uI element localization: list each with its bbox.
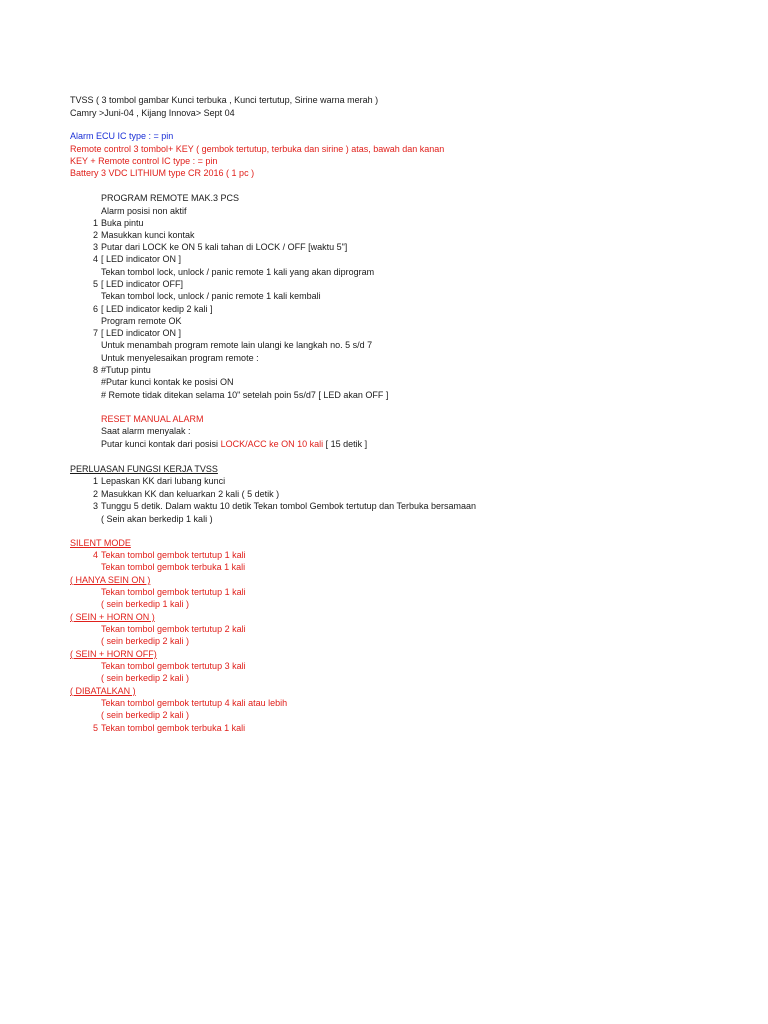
program-step (88, 290, 321, 302)
silent-step-5 (88, 722, 245, 734)
step-text: Untuk menyelesaikan program remote : (101, 353, 259, 363)
program-step (88, 278, 183, 290)
step-text: Masukkan kunci kontak (101, 230, 195, 240)
step-number: 2 (92, 489, 98, 499)
reset-prefix: Putar kunci kontak dari posisi (101, 439, 221, 449)
program-step (88, 229, 195, 241)
step-text: [ LED indicator kedip 2 kali ] (101, 304, 213, 314)
step-text: #Tutup pintu (101, 365, 151, 375)
header-line-1: TVSS ( 3 tombol gambar Kunci terbuka , Kunci tertutup, Sirine warna merah ) (70, 95, 379, 105)
step-number: 8 (92, 365, 98, 375)
reset-line-2 (101, 438, 367, 450)
silent-step-4-sub: Tekan tombol gembok terbuka 1 kali (101, 562, 246, 572)
mode-label: ( HANYA SEIN ON ) (70, 575, 151, 585)
program-title: PROGRAM REMOTE MAK.3 PCS (101, 193, 240, 203)
mode-line: ( sein berkedip 2 kali ) (101, 673, 190, 683)
step-text: Putar dari LOCK ke ON 5 kali tahan di LOCK / OFF [waktu 5"] (101, 242, 348, 252)
program-step (88, 376, 234, 388)
step-number: 4 (92, 550, 98, 560)
program-step (88, 389, 388, 401)
step-number: 5 (92, 723, 98, 733)
mode-line: Tekan tombol gembok tertutup 1 kali (101, 587, 246, 597)
program-step (88, 364, 151, 376)
mode-line: ( sein berkedip 2 kali ) (101, 710, 190, 720)
step-text: Tekan tombol gembok tertutup 1 kali (101, 550, 246, 560)
perluasan-step (88, 500, 476, 512)
step-text: [ LED indicator ON ] (101, 328, 182, 338)
step-text: Lepaskan KK dari lubang kunci (101, 476, 226, 486)
step-text: Untuk menambah program remote lain ulangi ke langkah no. 5 s/d 7 (101, 340, 373, 350)
header-line-2: Camry >Juni-04 , Kijang Innova> Sept 04 (70, 108, 235, 118)
battery-line: Battery 3 VDC LITHIUM type CR 2016 ( 1 pc ) (70, 168, 255, 178)
step-text: Buka pintu (101, 218, 144, 228)
step-number: 1 (92, 218, 98, 228)
step-text: Tekan tombol lock, unlock / panic remote 1 kali kembali (101, 291, 321, 301)
step-text: Tekan tombol gembok terbuka 1 kali (101, 723, 246, 733)
mode-label: ( SEIN + HORN ON ) (70, 612, 155, 622)
perluasan-step (88, 513, 213, 525)
reset-highlight: LOCK/ACC ke ON 10 kali (220, 439, 324, 449)
mode-line: Tekan tombol gembok tertutup 3 kali (101, 661, 246, 671)
program-step (88, 339, 372, 351)
program-step (88, 241, 347, 253)
silent-step-4 (88, 549, 246, 561)
program-step (88, 327, 181, 339)
step-text: [ LED indicator ON ] (101, 254, 182, 264)
perluasan-title: PERLUASAN FUNGSI KERJA TVSS (70, 464, 218, 474)
reset-title: RESET MANUAL ALARM (101, 414, 204, 424)
step-number: 6 (92, 304, 98, 314)
step-text: # Remote tidak ditekan selama 10" setelah poin 5s/d7 [ LED akan OFF ] (101, 390, 389, 400)
program-step (88, 303, 213, 315)
step-text: Tunggu 5 detik. Dalam waktu 10 detik Tekan tombol Gembok tertutup dan Terbuka bersamaan (101, 501, 477, 511)
program-intro: Alarm posisi non aktif (101, 206, 187, 216)
alarm-ecu-line: Alarm ECU IC type : = pin (70, 131, 174, 141)
step-text: Masukkan KK dan keluarkan 2 kali ( 5 detik ) (101, 489, 280, 499)
step-text: [ LED indicator OFF] (101, 279, 184, 289)
step-text: #Putar kunci kontak ke posisi ON (101, 377, 234, 387)
program-step (88, 253, 181, 265)
key-remote-line: KEY + Remote control IC type : = pin (70, 156, 218, 166)
program-step (88, 266, 374, 278)
perluasan-step (88, 475, 225, 487)
program-step (88, 315, 182, 327)
step-text: ( Sein akan berkedip 1 kali ) (101, 514, 213, 524)
reset-suffix: [ 15 detik ] (323, 439, 368, 449)
mode-line: ( sein berkedip 2 kali ) (101, 636, 190, 646)
step-number: 4 (92, 254, 98, 264)
step-text: Program remote OK (101, 316, 182, 326)
silent-mode-title: SILENT MODE (70, 538, 131, 548)
program-step (88, 352, 259, 364)
mode-line: ( sein berkedip 1 kali ) (101, 599, 190, 609)
mode-label: ( DIBATALKAN ) (70, 686, 136, 696)
step-number: 5 (92, 279, 98, 289)
step-text: Tekan tombol lock, unlock / panic remote 1 kali yang akan diprogram (101, 267, 375, 277)
step-number: 3 (92, 501, 98, 511)
step-number: 7 (92, 328, 98, 338)
program-step (88, 217, 144, 229)
step-number: 2 (92, 230, 98, 240)
mode-line: Tekan tombol gembok tertutup 2 kali (101, 624, 246, 634)
perluasan-step (88, 488, 279, 500)
reset-line-1: Saat alarm menyalak : (101, 426, 191, 436)
step-number: 1 (92, 476, 98, 486)
mode-line: Tekan tombol gembok tertutup 4 kali atau lebih (101, 698, 288, 708)
step-number: 3 (92, 242, 98, 252)
remote-control-line: Remote control 3 tombol+ KEY ( gembok tertutup, terbuka dan sirine ) atas, bawah dan kanan (70, 144, 445, 154)
mode-label: ( SEIN + HORN OFF) (70, 649, 157, 659)
